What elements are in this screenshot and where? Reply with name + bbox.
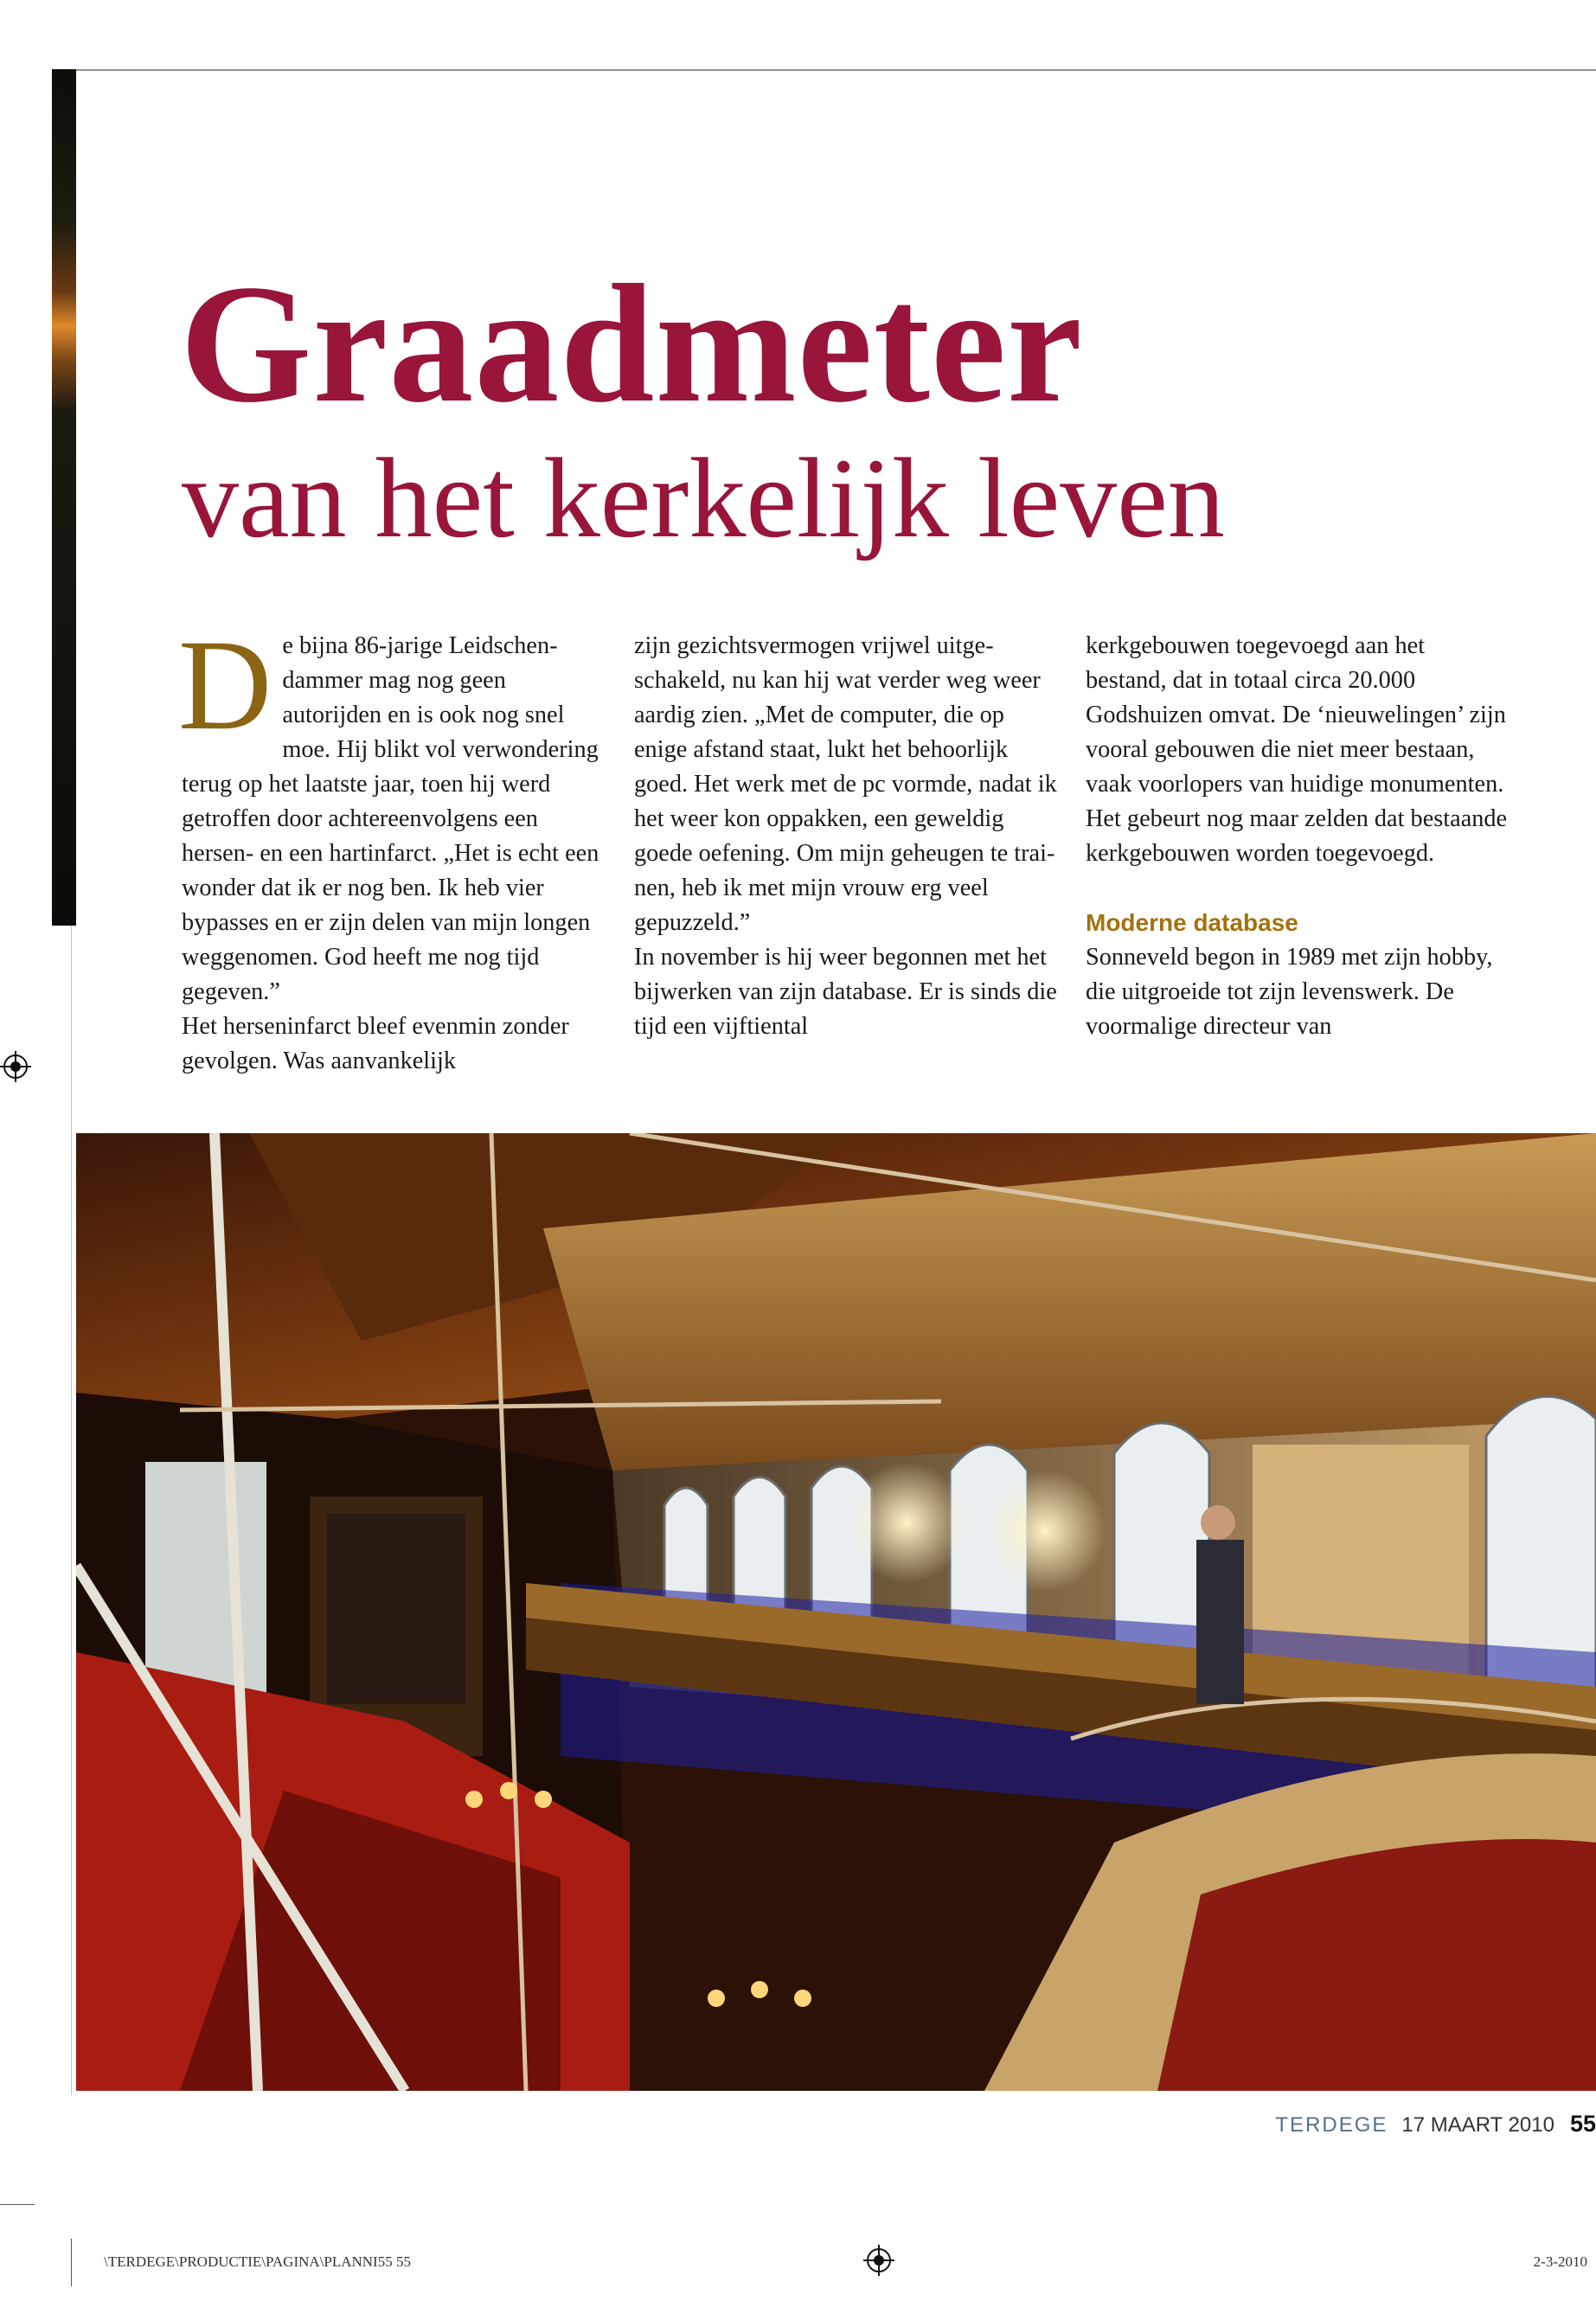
publication-name: TERDEGE — [1275, 2113, 1388, 2137]
print-slug-date: 2-3-2010 — [1533, 2253, 1587, 2270]
page-footer — [1275, 2111, 1596, 2138]
registration-mark-icon — [863, 2245, 894, 2276]
page-number: 55 — [1569, 2111, 1596, 2137]
edge-photo-strip — [52, 69, 76, 926]
article-subtitle: van het kerkelijk leven — [182, 434, 1225, 561]
text-column-2 — [634, 629, 1058, 1044]
drop-cap: D — [178, 613, 272, 757]
paragraph: In november is hij weer begonnen met het bijwerken van zijn database. Er is sinds die tijd een vijftiental — [634, 944, 1057, 1040]
paragraph: Het herseninfarct bleef evenmin zonder gevolgen. Was aanvankelijk — [182, 1013, 569, 1074]
crop-mark — [0, 2204, 35, 2205]
paragraph: zijn gezichtsvermogen vrijwel uitgeschakeld, nu kan hij wat verder weg weer aardig zien. „Met de computer, die op enige afstand staat, lukt het behoorlijk goed. Het werk met de pc vormde, nadat ik het weer kon oppakken, een geweldig goede oefening. Om mijn geheugen te trainen, heb ik met mijn vrouw erg veel gepuzzeld.” — [634, 632, 1057, 936]
paragraph: Sonneveld begon in 1989 met zijn hobby, die uitgroeide tot zijn levenswerk. De voormalige directeur van — [1086, 944, 1493, 1040]
section-subhead: Moderne database — [1086, 909, 1298, 936]
church-interior-photo — [76, 1133, 1596, 2091]
registration-mark-icon — [0, 1051, 31, 1082]
text-column-3 — [1086, 629, 1509, 1044]
paragraph: kerkgebouwen toegevoegd aan het bestand, dat in totaal circa 20.000 Godshuizen omvat. De ‘nieuwelingen’ zijn vooral gebouwen die niet meer bestaan, vaak voorlopers van huidige monumenten. Het gebeurt nog maar zelden dat bestaande kerkgebouwen worden toegevoegd. — [1086, 632, 1508, 867]
issue-date: 17 MAART 2010 — [1401, 2113, 1554, 2137]
text-column-1 — [178, 613, 606, 1079]
crop-mark — [71, 2239, 72, 2286]
paragraph: e bijna 86-jarige Leidschendammer mag nog geen autorijden en is ook nog snel moe. Hij blikt vol verwondering terug op het laatste jaar, toen hij werd getroffen door achtereenvolgens een hersen- en een hartinfarct. „Het is echt een wonder dat ik er nog ben. Ik heb vier bypasses en er zijn delen van mijn longen weggenomen. God heeft me nog tijd gegeven.” — [182, 632, 599, 1005]
article-title: Graadmeter — [180, 250, 1083, 438]
print-slug-path: \TERDEGE\PRODUCTIE\PAGINA\PLANNI55 55 — [104, 2253, 411, 2270]
